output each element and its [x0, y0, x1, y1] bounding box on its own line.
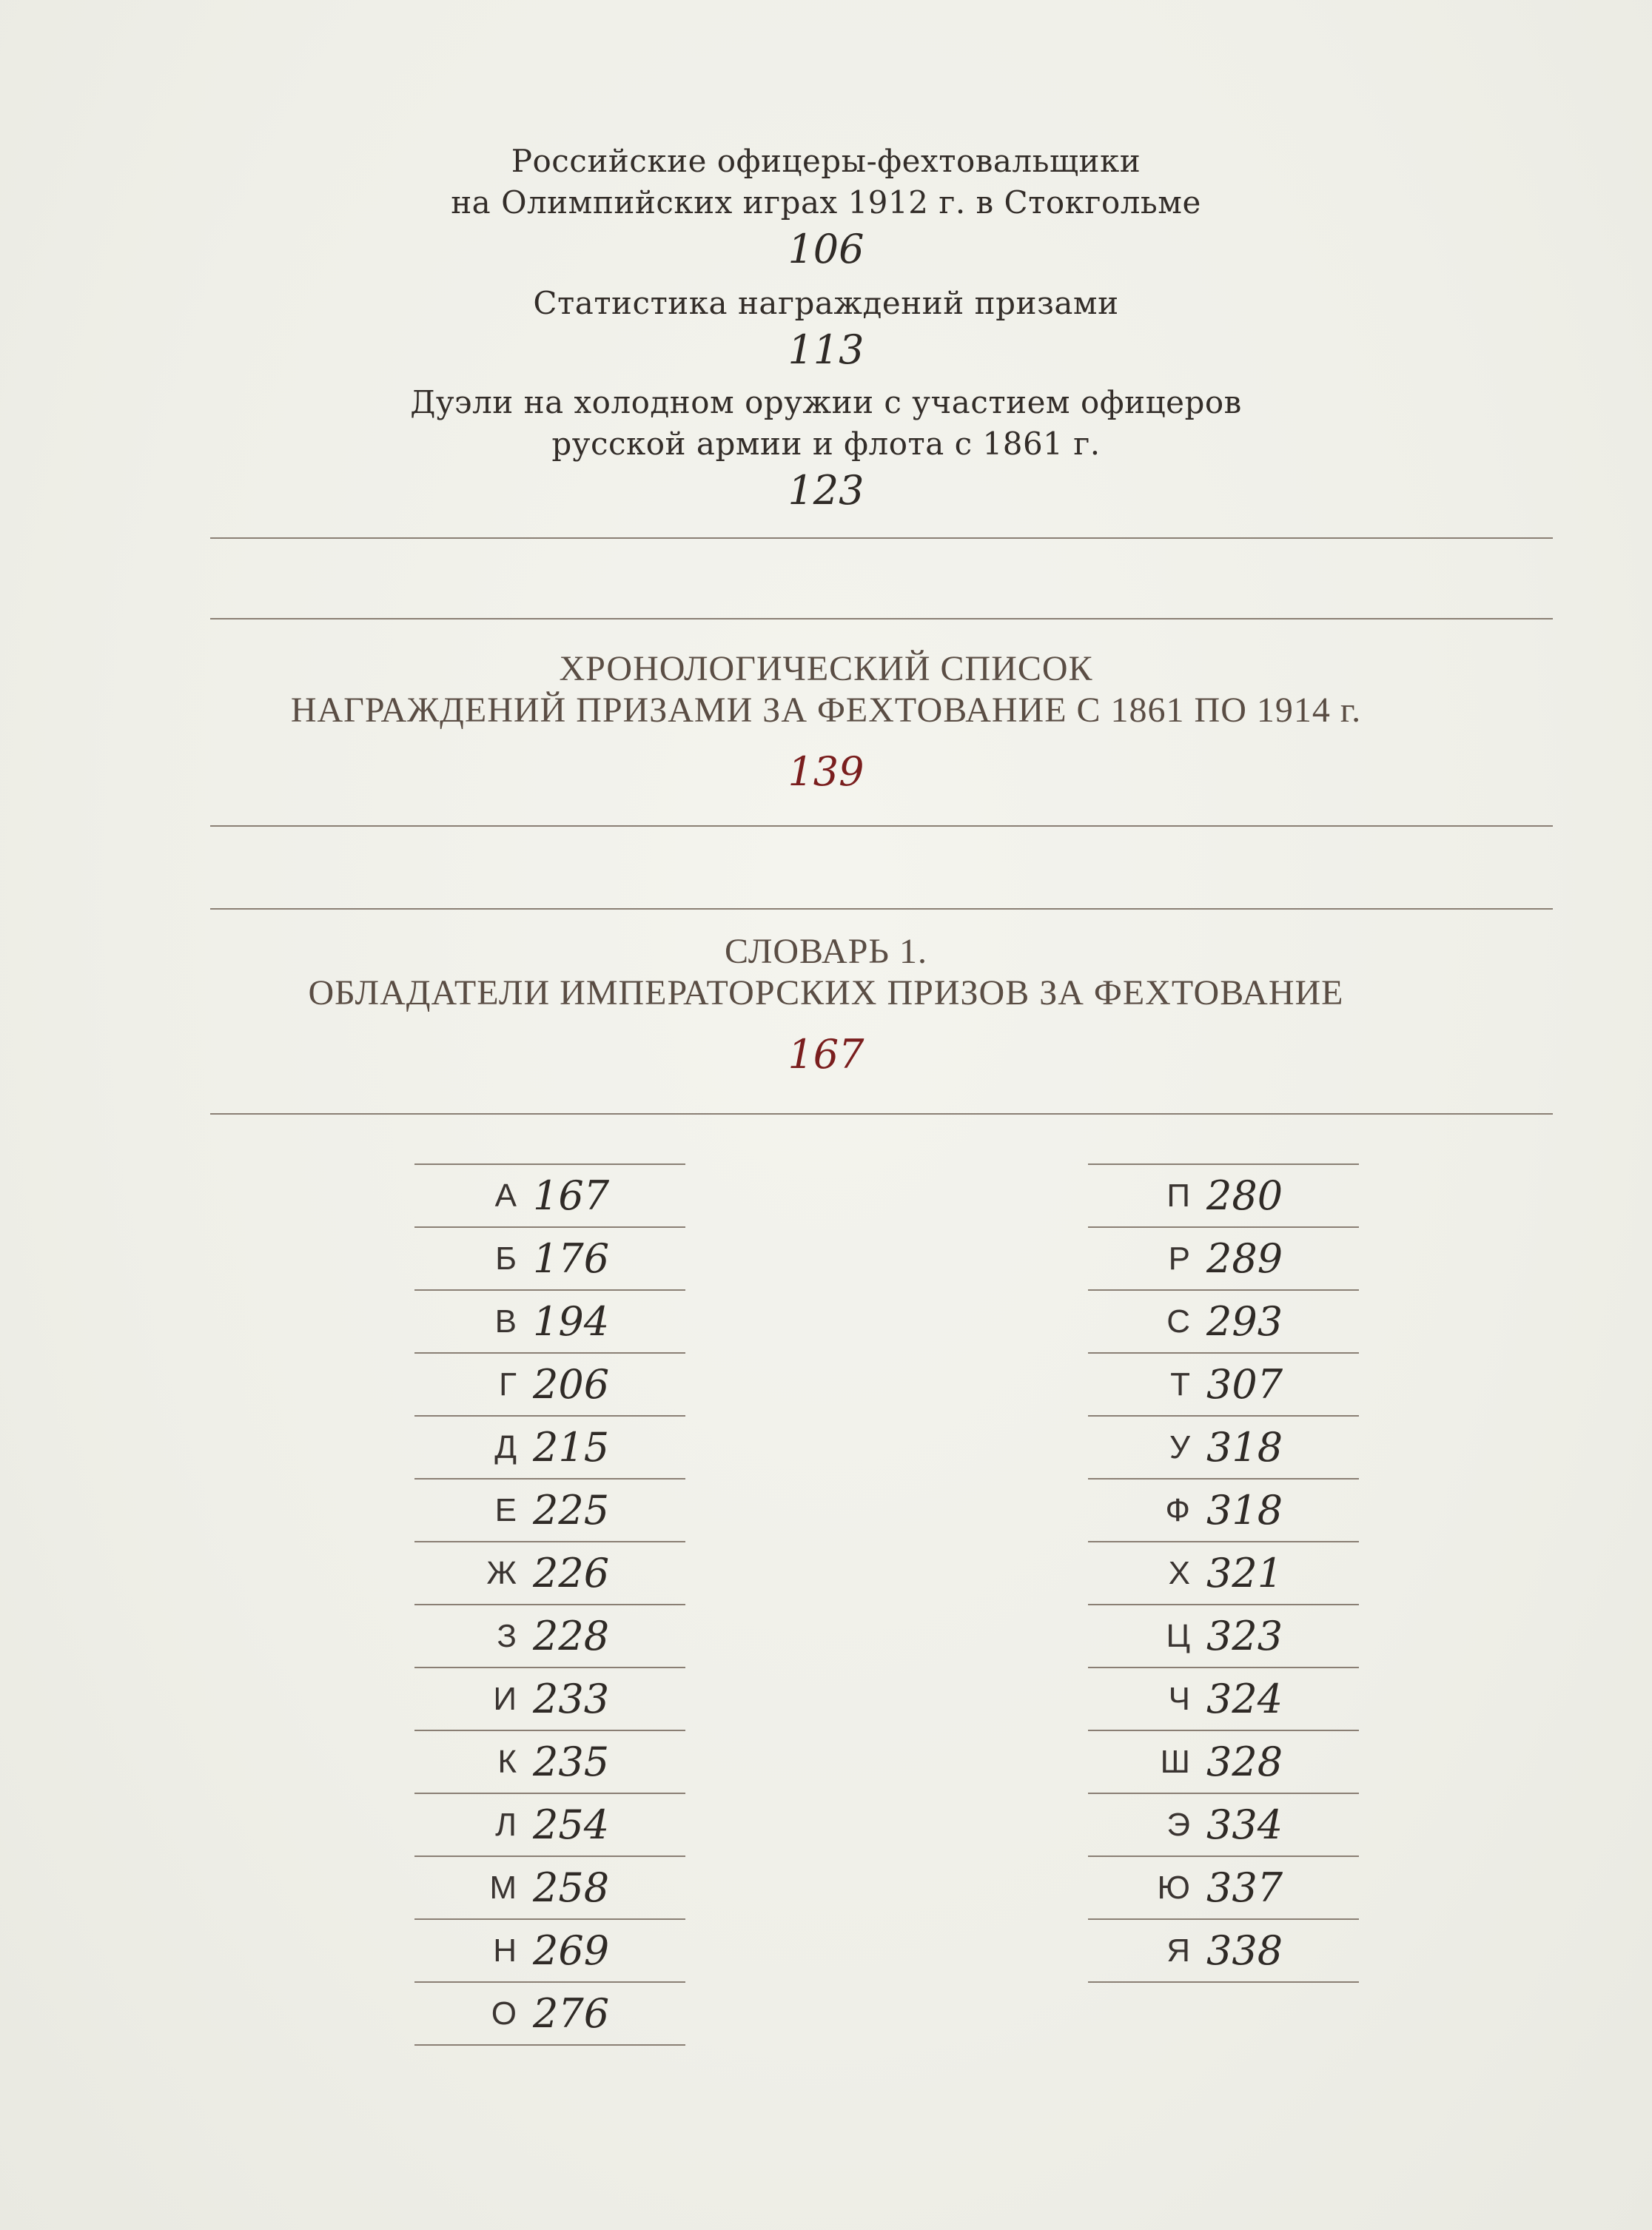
- horizontal-rule: [210, 537, 1553, 539]
- toc-entry-page-number: 106: [788, 226, 864, 272]
- alphabet-letter: К: [497, 1743, 517, 1780]
- alphabet-row: [1088, 1542, 1359, 1605]
- alphabet-letter: Ю: [1157, 1869, 1190, 1906]
- alphabet-row: [1088, 1605, 1359, 1668]
- alphabet-row: [414, 1731, 685, 1794]
- alphabet-letter: З: [497, 1617, 517, 1654]
- alphabet-letter: В: [494, 1303, 517, 1340]
- alphabet-page-number: 167: [533, 1172, 610, 1219]
- alphabet-page-number: 318: [1206, 1487, 1283, 1534]
- alphabet-row: [414, 1794, 685, 1857]
- alphabet-row: [1088, 1417, 1359, 1480]
- toc-entry-olympic-fencers: [0, 141, 1652, 275]
- alphabet-index-right: [1088, 1163, 1359, 1983]
- horizontal-rule: [210, 825, 1553, 827]
- alphabet-row: [414, 1165, 685, 1228]
- toc-entry-title-line: Российские офицеры-фехтовальщики: [511, 143, 1141, 179]
- alphabet-letter: Л: [495, 1806, 517, 1843]
- alphabet-page-number: 280: [1206, 1172, 1283, 1219]
- toc-section-chronological-list: [0, 648, 1652, 798]
- alphabet-page-number: 194: [533, 1298, 610, 1345]
- alphabet-letter: О: [491, 1995, 517, 2032]
- toc-entry-title-line: русской армии и флота с 1861 г.: [551, 426, 1101, 462]
- alphabet-letter: Ф: [1165, 1491, 1190, 1528]
- alphabet-letter: Э: [1166, 1806, 1190, 1843]
- alphabet-index-left: [414, 1163, 685, 2046]
- toc-section-title-line: СЛОВАРЬ 1.: [725, 932, 927, 971]
- toc-section-page-number: 139: [788, 748, 864, 795]
- horizontal-rule: [210, 908, 1553, 910]
- alphabet-page-number: 321: [1206, 1550, 1283, 1596]
- alphabet-page-number: 323: [1206, 1613, 1283, 1659]
- toc-section-page-number: 167: [788, 1031, 864, 1078]
- horizontal-rule: [210, 1113, 1553, 1115]
- alphabet-row: [414, 1417, 685, 1480]
- alphabet-page-number: 226: [533, 1550, 610, 1596]
- alphabet-page-number: 215: [533, 1424, 610, 1471]
- alphabet-page-number: 258: [533, 1864, 610, 1911]
- alphabet-page-number: 328: [1206, 1739, 1283, 1785]
- alphabet-letter: А: [494, 1177, 517, 1214]
- alphabet-page-number: 235: [533, 1739, 610, 1785]
- alphabet-row: [414, 1920, 685, 1983]
- alphabet-row: [1088, 1354, 1359, 1417]
- alphabet-row: [1088, 1480, 1359, 1542]
- alphabet-page-number: 206: [533, 1361, 610, 1408]
- alphabet-row: [1088, 1794, 1359, 1857]
- alphabet-page-number: 276: [533, 1990, 610, 2037]
- alphabet-row: [1088, 1668, 1359, 1731]
- alphabet-letter: Е: [494, 1491, 517, 1528]
- toc-entry-duels: [0, 382, 1652, 517]
- alphabet-letter: Д: [494, 1428, 517, 1465]
- alphabet-row: [414, 1354, 685, 1417]
- alphabet-row: [414, 1983, 685, 2046]
- horizontal-rule: [210, 618, 1553, 619]
- alphabet-page-number: 293: [1206, 1298, 1283, 1345]
- alphabet-letter: Т: [1170, 1366, 1190, 1403]
- toc-section-title-line: ОБЛАДАТЕЛИ ИМПЕРАТОРСКИХ ПРИЗОВ ЗА ФЕХТОВАНИЕ: [308, 973, 1344, 1012]
- alphabet-letter: Х: [1168, 1554, 1190, 1591]
- alphabet-page-number: 334: [1206, 1801, 1283, 1848]
- alphabet-row: [1088, 1165, 1359, 1228]
- toc-section-dictionary-1: [0, 931, 1652, 1081]
- alphabet-row: [414, 1857, 685, 1920]
- alphabet-row: [414, 1668, 685, 1731]
- alphabet-row: [1088, 1920, 1359, 1983]
- alphabet-letter: М: [489, 1869, 517, 1906]
- alphabet-page-number: 338: [1206, 1927, 1283, 1974]
- alphabet-row: [414, 1480, 685, 1542]
- toc-section-title-line: ХРОНОЛОГИЧЕСКИЙ СПИСОК: [559, 649, 1093, 688]
- alphabet-page-number: 233: [533, 1676, 610, 1722]
- alphabet-letter: С: [1166, 1303, 1190, 1340]
- toc-entry-title-line: Статистика награждений призами: [533, 285, 1119, 321]
- alphabet-row: [1088, 1228, 1359, 1291]
- toc-section-title-line: НАГРАЖДЕНИЙ ПРИЗАМИ ЗА ФЕХТОВАНИЕ С 1861 ПО 1914 г.: [290, 691, 1362, 730]
- alphabet-letter: У: [1169, 1428, 1190, 1465]
- toc-entry-page-number: 113: [788, 326, 864, 373]
- toc-entry-page-number: 123: [788, 467, 864, 514]
- alphabet-page-number: 225: [533, 1487, 610, 1534]
- alphabet-page-number: 254: [533, 1801, 610, 1848]
- alphabet-page-number: 269: [533, 1927, 610, 1974]
- alphabet-letter: Б: [495, 1240, 517, 1277]
- alphabet-letter: Ц: [1166, 1617, 1190, 1654]
- alphabet-letter: Ж: [486, 1554, 517, 1591]
- alphabet-letter: Ш: [1160, 1743, 1190, 1780]
- alphabet-page-number: 324: [1206, 1676, 1283, 1722]
- toc-entry-title-line: на Олимпийских играх 1912 г. в Стокгольме: [451, 184, 1201, 221]
- alphabet-letter: Р: [1168, 1240, 1190, 1277]
- alphabet-page-number: 289: [1206, 1235, 1283, 1282]
- alphabet-letter: Я: [1166, 1932, 1190, 1969]
- alphabet-row: [1088, 1857, 1359, 1920]
- alphabet-page-number: 176: [533, 1235, 610, 1282]
- alphabet-letter: П: [1166, 1177, 1190, 1214]
- alphabet-letter: Н: [493, 1932, 517, 1969]
- alphabet-row: [414, 1291, 685, 1354]
- alphabet-row: [414, 1542, 685, 1605]
- alphabet-page-number: 337: [1206, 1864, 1283, 1911]
- alphabet-row: [414, 1228, 685, 1291]
- alphabet-row: [1088, 1731, 1359, 1794]
- alphabet-letter: И: [493, 1680, 517, 1717]
- alphabet-page-number: 228: [533, 1613, 610, 1659]
- toc-entry-prize-statistics: [0, 283, 1652, 376]
- alphabet-page-number: 318: [1206, 1424, 1283, 1471]
- alphabet-letter: Г: [499, 1366, 517, 1403]
- alphabet-letter: Ч: [1168, 1680, 1190, 1717]
- alphabet-row: [414, 1605, 685, 1668]
- alphabet-row: [1088, 1291, 1359, 1354]
- alphabet-page-number: 307: [1206, 1361, 1283, 1408]
- toc-entry-title-line: Дуэли на холодном оружии с участием офицеров: [410, 384, 1242, 420]
